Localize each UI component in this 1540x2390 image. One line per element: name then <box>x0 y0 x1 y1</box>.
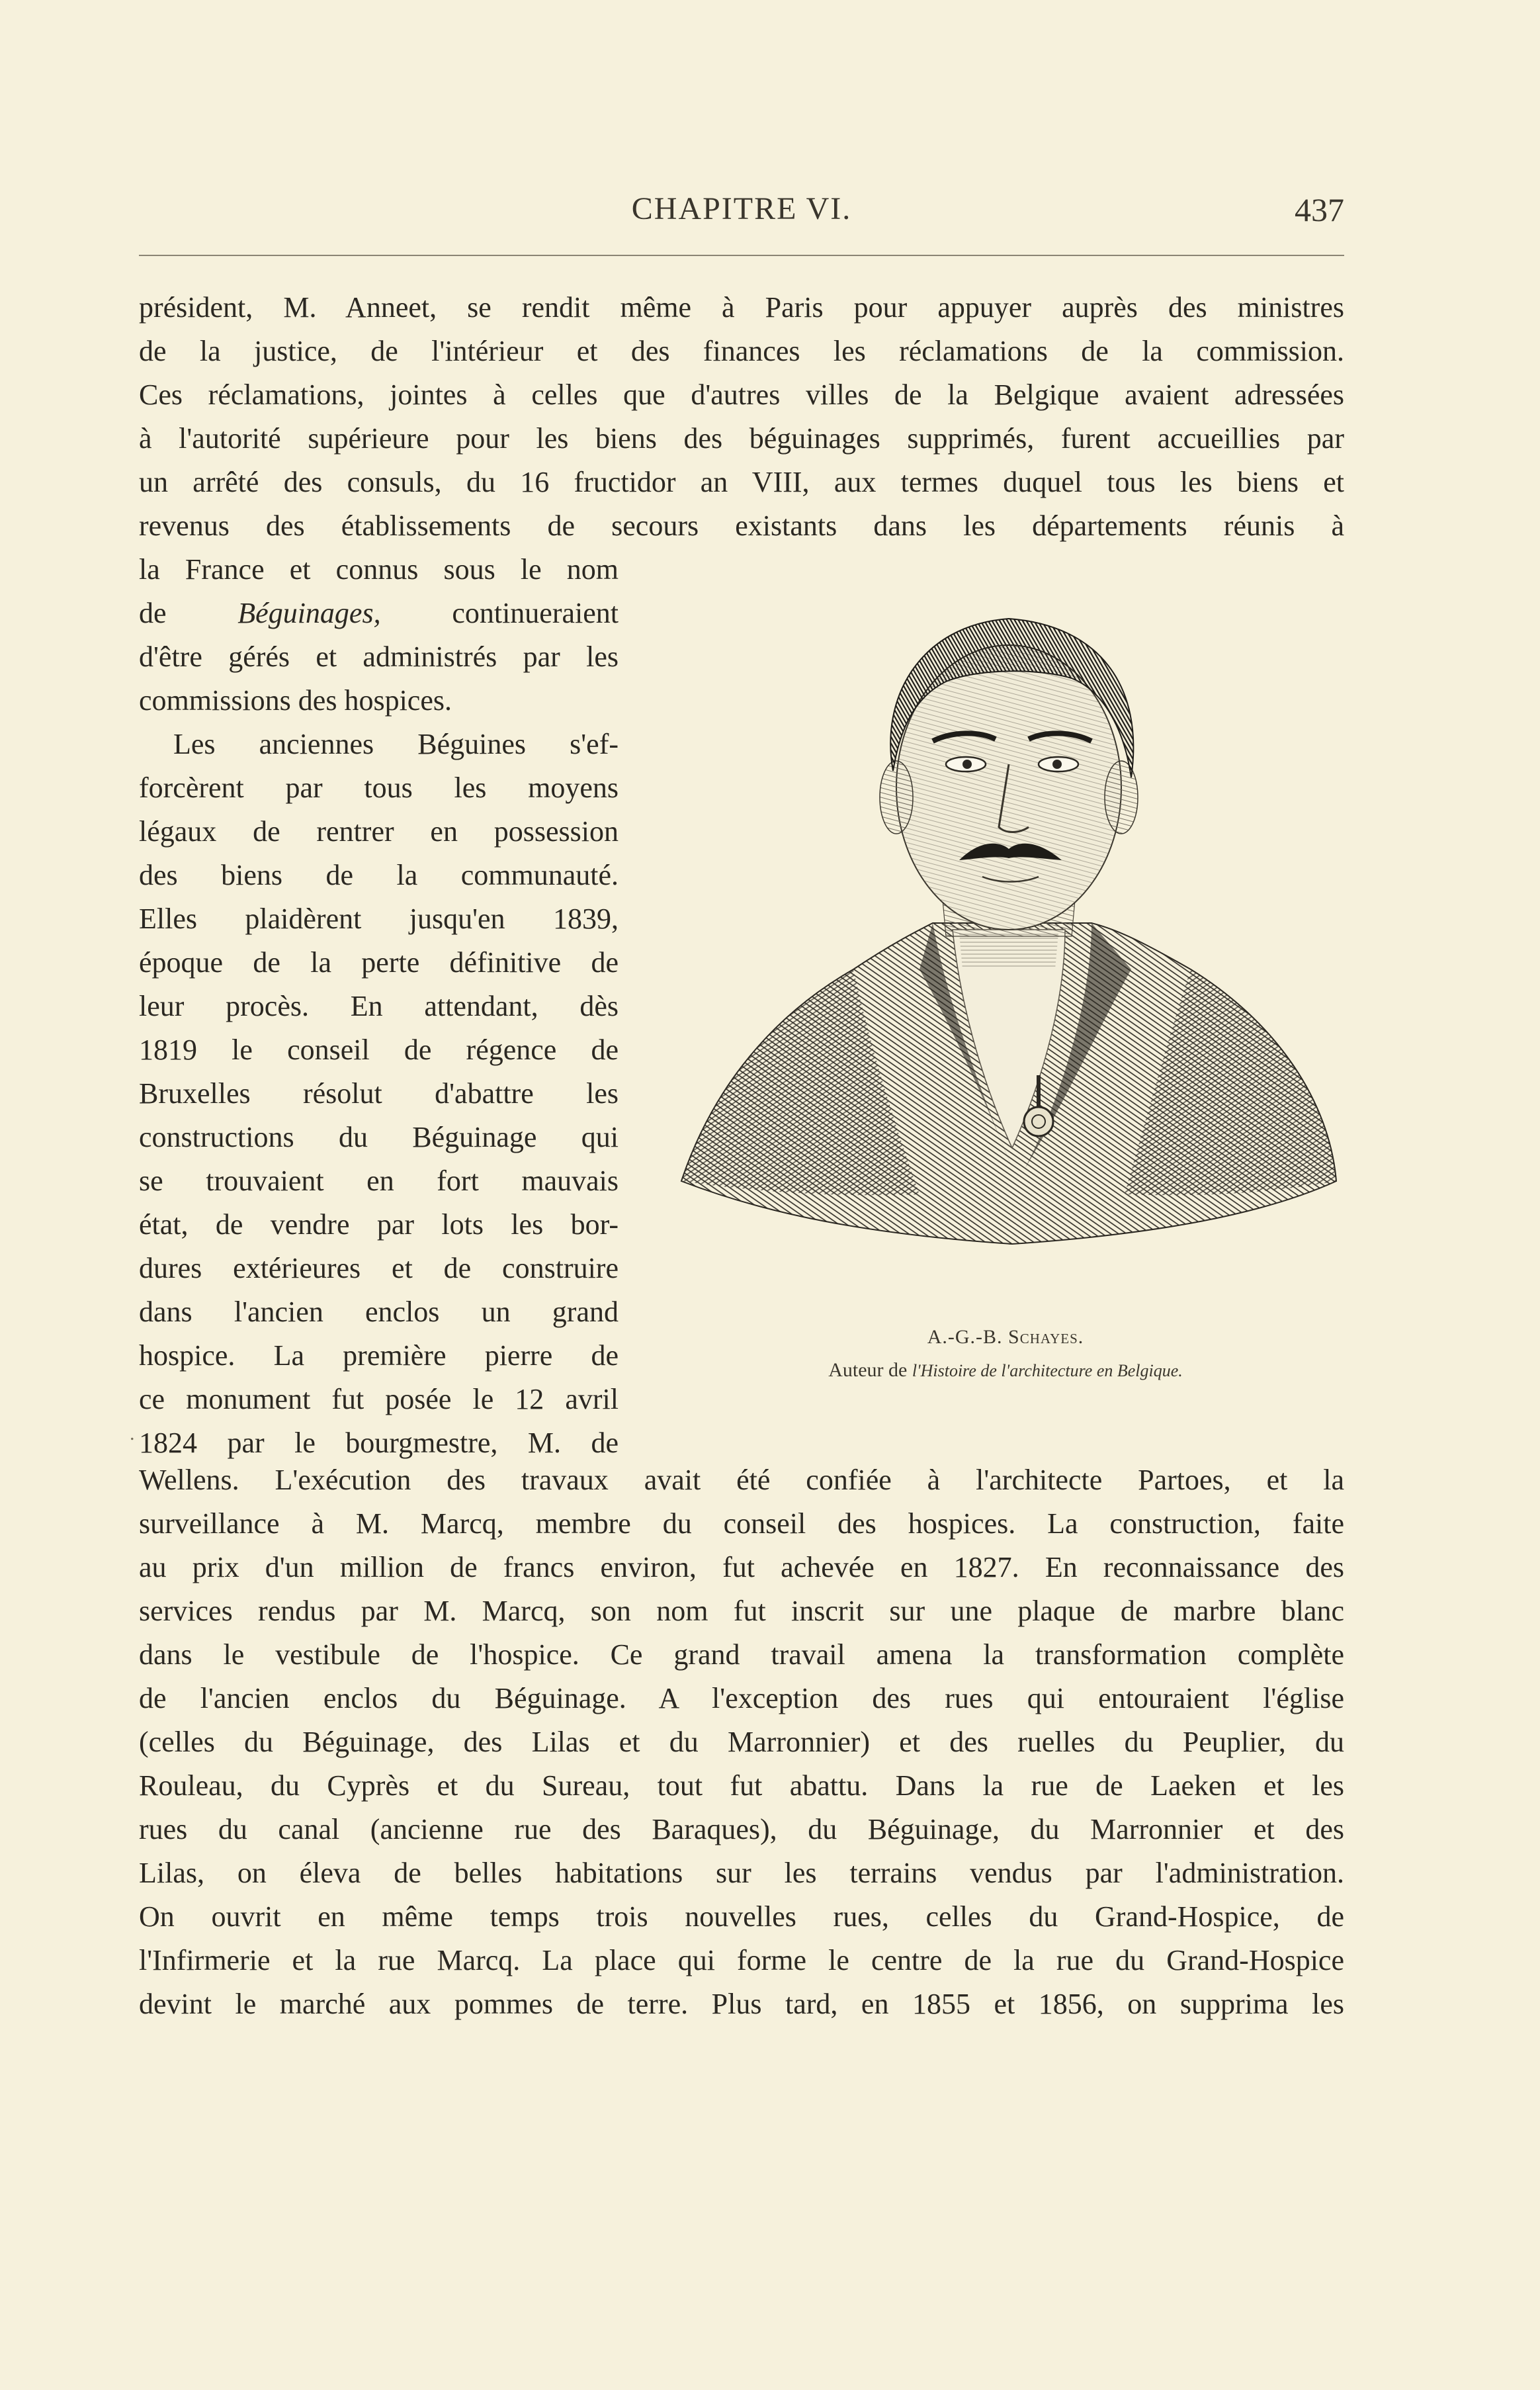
page-number: 437 <box>1295 191 1344 228</box>
word-de: de <box>139 597 167 629</box>
text-line-16: époque de la perte définitive de <box>139 946 619 979</box>
text-line-14: des biens de la communauté. <box>139 859 619 891</box>
right-pupil <box>1052 760 1062 769</box>
text-line-35: Rouleau, du Cyprès et du Sureau, tout fut abattu. Dans la rue de Laeken et les <box>139 1769 1344 1802</box>
chapter-title: CHAPITRE VI. <box>631 191 852 226</box>
text-line-8 <box>139 592 619 635</box>
text-line-24: dans l'ancien enclos un grand <box>139 1296 619 1328</box>
italic-beguinages: Béguinages, <box>237 597 381 629</box>
text-line-10: commissions des hospices. <box>139 684 452 717</box>
text-line-12: forcèrent par tous les moyens <box>139 772 619 804</box>
medal-icon <box>1024 1107 1053 1136</box>
text-line-22: état, de vendre par lots les bor- <box>139 1208 619 1241</box>
text-line-9: d'être gérés et administrés par les <box>139 641 619 673</box>
margin-dot: . <box>130 1423 135 1444</box>
caption-book-title: l'Histoire de l'architecture en Belgique. <box>912 1361 1183 1380</box>
text-line-25: hospice. La première pierre de <box>139 1339 619 1372</box>
text-line-1: président, M. Anneet, se rendit même à Paris pour appuyer auprès des ministres <box>139 291 1344 324</box>
text-line-13: légaux de rentrer en possession <box>139 815 619 848</box>
text-line-20: constructions du Béguinage qui <box>139 1121 619 1153</box>
text-line-26: ce monument fut posée le 12 avril <box>139 1383 619 1415</box>
portrait-caption-subtitle <box>754 1359 1257 1382</box>
right-ear <box>1105 761 1138 834</box>
text-line-39: l'Infirmerie et la rue Marcq. La place qui forme le centre de la rue du Grand-Hospice <box>139 1944 1344 1976</box>
caption-surname: Schayes. <box>1008 1326 1084 1348</box>
text-line-27: 1824 par le bourgmestre, M. de <box>139 1427 619 1459</box>
text-line-17: leur procès. En attendant, dès <box>139 990 619 1022</box>
text-line-21: se trouvaient en fort mauvais <box>139 1165 619 1197</box>
text-line-5: un arrêté des consuls, du 16 fructidor an VIII, aux termes duquel tous les biens et <box>139 466 1344 498</box>
text-line-7: la France et connus sous le nom <box>139 553 619 586</box>
text-line-28: Wellens. L'exécution des travaux avait été confiée à l'architecte Partoes, et la <box>139 1464 1344 1496</box>
word-continueraient: continueraient <box>452 597 619 629</box>
text-line-29: surveillance à M. Marcq, membre du conseil des hospices. La construction, faite <box>139 1507 1344 1540</box>
caption-initials: A.-G.-B. <box>927 1326 1003 1348</box>
portrait-engraving <box>668 599 1349 1313</box>
text-line-2: de la justice, de l'intérieur et des finances les réclamations de la commission. <box>139 335 1344 367</box>
text-line-33: de l'ancien enclos du Béguinage. A l'exception des rues qui entouraient l'église <box>139 1682 1344 1714</box>
text-line-19: Bruxelles résolut d'abattre les <box>139 1077 619 1110</box>
text-line-23: dures extérieures et de construire <box>139 1252 619 1284</box>
caption-prefix: Auteur de <box>828 1359 908 1381</box>
text-line-15: Elles plaidèrent jusqu'en 1839, <box>139 903 619 935</box>
portrait-caption-name <box>754 1326 1257 1349</box>
text-line-11: Les anciennes Béguines s'ef- <box>173 728 619 760</box>
text-line-32: dans le vestibule de l'hospice. Ce grand travail amena la transformation complète <box>139 1638 1344 1671</box>
text-line-38: On ouvrit en même temps trois nouvelles rues, celles du Grand-Hospice, de <box>139 1900 1344 1933</box>
text-line-3: Ces réclamations, jointes à celles que d'autres villes de la Belgique avaient adressées <box>139 378 1344 411</box>
left-ear <box>880 761 913 834</box>
header-rule <box>139 255 1344 256</box>
cravat <box>959 933 1058 969</box>
text-line-18: 1819 le conseil de régence de <box>139 1034 619 1066</box>
text-line-4: à l'autorité supérieure pour les biens des béguinages supprimés, furent accueillies par <box>139 422 1344 455</box>
text-line-36: rues du canal (ancienne rue des Baraques), du Béguinage, du Marronnier et des <box>139 1813 1344 1845</box>
text-line-34: (celles du Béguinage, des Lilas et du Marronnier) et des ruelles du Peuplier, du <box>139 1726 1344 1758</box>
text-line-6: revenus des établissements de secours existants dans les départements réunis à <box>139 509 1344 542</box>
text-line-37: Lilas, on éleva de belles habitations sur les terrains vendus par l'administration. <box>139 1857 1344 1889</box>
text-line-40: devint le marché aux pommes de terre. Plus tard, en 1855 et 1856, on supprima les <box>139 1988 1344 2020</box>
left-pupil <box>962 760 972 769</box>
text-line-31: services rendus par M. Marcq, son nom fut inscrit sur une plaque de marbre blanc <box>139 1595 1344 1627</box>
running-header <box>139 191 1344 243</box>
text-line-30: au prix d'un million de francs environ, fut achevée en 1827. En reconnaissance des <box>139 1551 1344 1583</box>
